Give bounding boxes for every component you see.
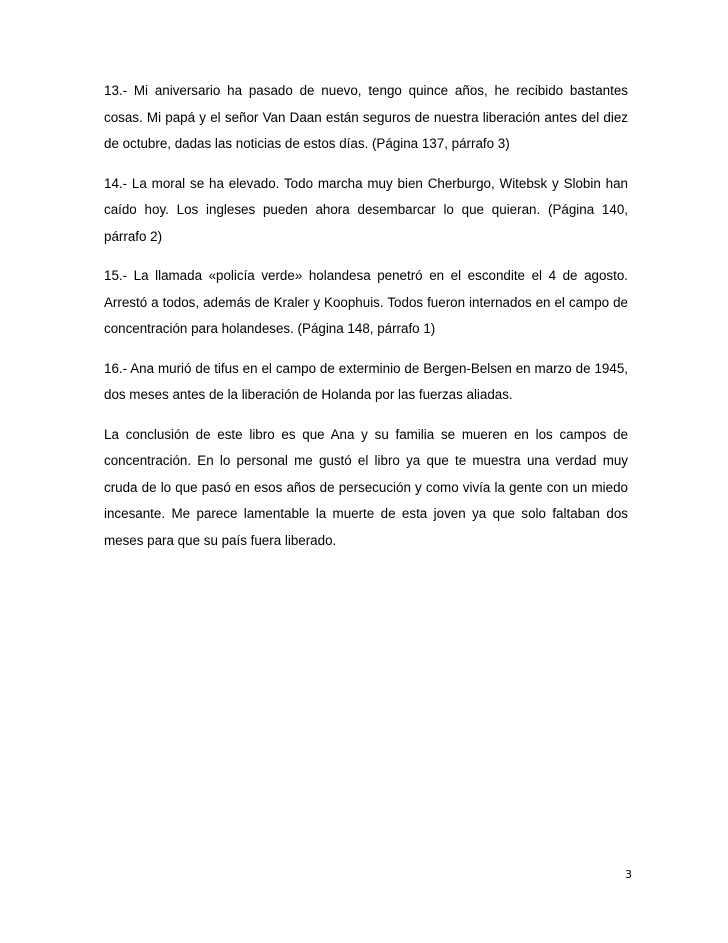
paragraph-item-14: 14.- La moral se ha elevado. Todo marcha muy bien Cherburgo, Witebsk y Slobin han caído hoy. Los ingleses pueden ahora desembarcar lo que quieran. (Página 140, párrafo 2) [104,175,628,244]
document-body [104,78,628,567]
paragraph-item-13: 13.- Mi aniversario ha pasado de nuevo, tengo quince años, he recibido bastantes cosas. Mi papá y el señor Van Daan están seguros de nuestra liberación antes del diez de octubre, dadas las noticias de estos días. (Página 137, párrafo 3) [104,83,628,151]
paragraph-item-16: 16.- Ana murió de tifus en el campo de exterminio de Bergen-Belsen en marzo de 1945, dos meses antes de la liberación de Holanda por las fuerzas aliadas. [104,360,628,402]
conclusion-paragraph: La conclusión de este libro es que Ana y su familia se mueren en los campos de concentración. En lo personal me gustó el libro ya que te muestra una verdad muy cruda de lo que pasó en esos años de persecución y como vivía la gente con un miedo incesante. Me parece lamentable la muerte de esta joven ya que solo faltaban dos meses para que su país fuera liberado. [104,426,628,548]
paragraph-item-15: 15.- La llamada «policía verde» holandesa penetró en el escondite el 4 de agosto. Arrestó a todos, además de Kraler y Koophuis. Todos fueron internados en el campo de concentración para holandeses. (Página 148, párrafo 1) [104,268,628,336]
page-number: 3 [625,868,632,881]
